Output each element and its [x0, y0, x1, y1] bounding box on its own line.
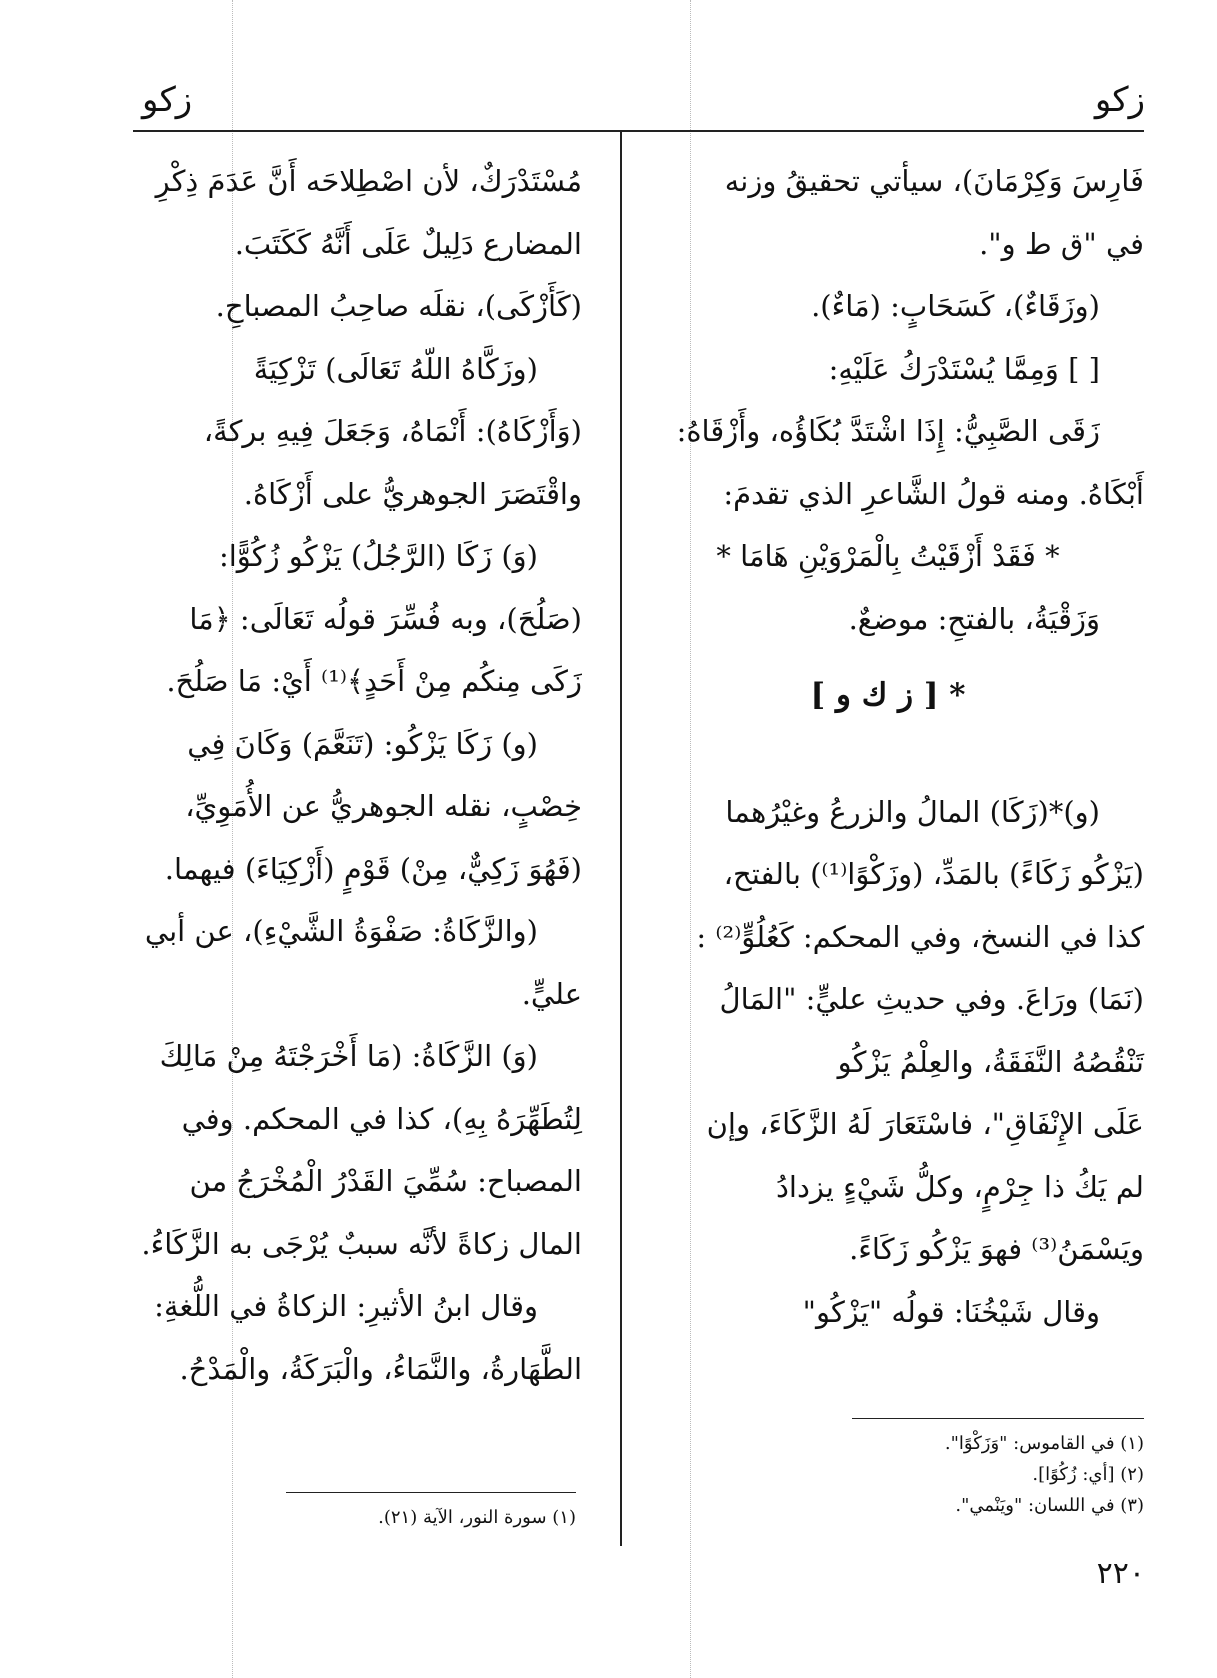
poetry-verse: * فَقَدْ أَزْقَيْتُ بِالْمَرْوَيْنِ هَامَا * — [716, 539, 1060, 573]
text-line: في "ق ط و". — [979, 226, 1144, 261]
text-line: (و)*(زَكَا) المالُ والزرعُ وغيْرُهما — [725, 794, 1100, 829]
text-line: [ ] وَمِمَّا يُسْتَدْرَكُ عَلَيْهِ: — [828, 351, 1100, 386]
footnote: (١) سورة النور، الآية (٢١). — [378, 1507, 576, 1528]
text-line: (والزَّكَاةُ: صَفْوَةُ الشَّيْءِ)، عن أبي — [144, 914, 538, 948]
text-line: (كَأَزْكَى)، نقلَه صاحِبُ المصباحِ. — [215, 289, 582, 323]
text-line: أَبْكَاهُ. ومنه قولُ الشَّاعرِ الذي تقدمَ: — [723, 476, 1144, 511]
footnote: (١) في القاموس: "وَزَكْوًا". — [944, 1433, 1144, 1454]
running-head-left: زكو — [142, 80, 193, 120]
text-line: (وَ) الزَّكَاةُ: (مَا أَخْرَجْتَهُ مِنْ مَالِكَ — [159, 1039, 538, 1073]
text-line: (وَأَزْكَاهُ): أَنْمَاهُ، وَجَعَلَ فِيهِ بركةً، — [203, 414, 582, 448]
footnote-rule — [286, 1492, 576, 1493]
text-line: زَقَى الصَّبِيُّ: إِذَا اشْتَدَّ بُكَاؤُه، وأَزْقَاهُ: — [676, 414, 1100, 448]
text-line: (و) زَكَا يَزْكُو: (تَنَعَّمَ) وَكَانَ فِي — [187, 726, 538, 761]
text-line: وقال ابنُ الأثيرِ: الزكاةُ في اللُّغةِ: — [154, 1289, 538, 1323]
text-line: كذا في النسخ، وفي المحكم: كَعُلُوٍّ⁽²⁾ : — [696, 919, 1144, 954]
right-column — [632, 150, 1144, 1343]
text-line: (صَلُحَ)، وبه فُسِّرَ قولُه تَعَالَى: ﴿مَا — [189, 601, 582, 636]
footnote: (٣) في اللسان: "ويَنْمي". — [955, 1495, 1144, 1516]
text-line: (وزَكَّاهُ اللّهُ تَعَالَى) تَزْكِيَةً — [253, 351, 538, 386]
footnote-rule — [852, 1418, 1144, 1419]
footnotes-right — [632, 1428, 1144, 1521]
text-line: زَكَى مِنكُم مِنْ أَحَدٍ﴾⁽¹⁾ أَيْ: مَا صَلُحَ. — [166, 664, 582, 698]
text-line: لم يَكُ ذا جِرْمٍ، وكلُّ شَيْءٍ يزدادُ — [775, 1169, 1144, 1204]
text-line: تَنْقُصُهُ النَّفَقَةُ، والعِلْمُ يَزْكُو — [837, 1044, 1144, 1079]
text-line: وَزَقْيَةُ، بالفتحِ: موضعٌ. — [848, 601, 1100, 636]
text-line: المصباح: سُمِّيَ القَدْرُ الْمُخْرَجُ من — [189, 1164, 582, 1198]
text-line: مُسْتَدْرَكٌ، لأن اصْطِلاحَه أَنَّ عَدَمَ ذِكْرِ — [155, 164, 582, 198]
column-divider — [620, 131, 622, 1546]
header-rule — [133, 130, 1144, 132]
text-line: (فَهُوَ زَكِيٌّ، مِنْ) قَوْمٍ (أَزْكِيَاءَ) فيهما. — [164, 851, 582, 886]
text-line: ويَسْمَنُ⁽³⁾ فهوَ يَزْكُو زَكَاءً. — [849, 1232, 1144, 1266]
page-number: ٢٢٠ — [1096, 1556, 1145, 1591]
text-line: الطَّهَارةُ، والنَّمَاءُ، والْبَرَكَةُ، والْمَدْحُ. — [179, 1351, 582, 1386]
text-line: المضارع دَلِيلٌ عَلَى أَنَّهُ كَكَتَبَ. — [234, 226, 582, 261]
entry-heading: * [ ز ك و ] — [810, 677, 966, 713]
text-line: وقال شَيْخُنَا: قولُه "يَزْكُو" — [802, 1294, 1100, 1329]
text-line: لِتُطَهِّرَهُ بِهِ)، كذا في المحكم. وفي — [181, 1101, 582, 1136]
text-line: واقْتَصَرَ الجوهريُّ على أَزْكَاهُ. — [243, 476, 582, 511]
text-line: فَارِسَ وَكِرْمَانَ)، سيأتي تحقيقُ وزنه — [724, 164, 1144, 198]
text-line: عليٍّ. — [521, 976, 582, 1011]
text-line: خِصْبٍ، نقله الجوهريُّ عن الأُمَوِيِّ، — [185, 789, 582, 823]
footnote: (٢) [أي: زُكُوًا]. — [1032, 1464, 1144, 1485]
text-line: (وزَقَاءٌ)، كَسَحَابٍ: (مَاءٌ). — [811, 289, 1100, 323]
text-line: (يَزْكُو زَكَاءً) بالمَدِّ، (وزَكْوًا⁽¹⁾) بالفتح، — [723, 857, 1144, 891]
left-column — [135, 150, 582, 1400]
running-head-right: زكو — [1094, 80, 1145, 120]
text-line: (نَمَا) ورَاعَ. وفي حديثِ عليٍّ: "المَالُ — [719, 982, 1144, 1016]
text-line: (وَ) زَكَا (الرَّجُلُ) يَزْكُو زُكُوًّا: — [218, 539, 538, 573]
footnotes-left — [136, 1502, 576, 1533]
text-line: المال زكاةً لأنَّه سببٌ يُرْجَى به الزَّكَاءُ. — [141, 1226, 582, 1261]
text-line: عَلَى الإِنْفَاقِ"، فاسْتَعَارَ لَهُ الزَّكَاءَ، وإن — [706, 1107, 1144, 1141]
